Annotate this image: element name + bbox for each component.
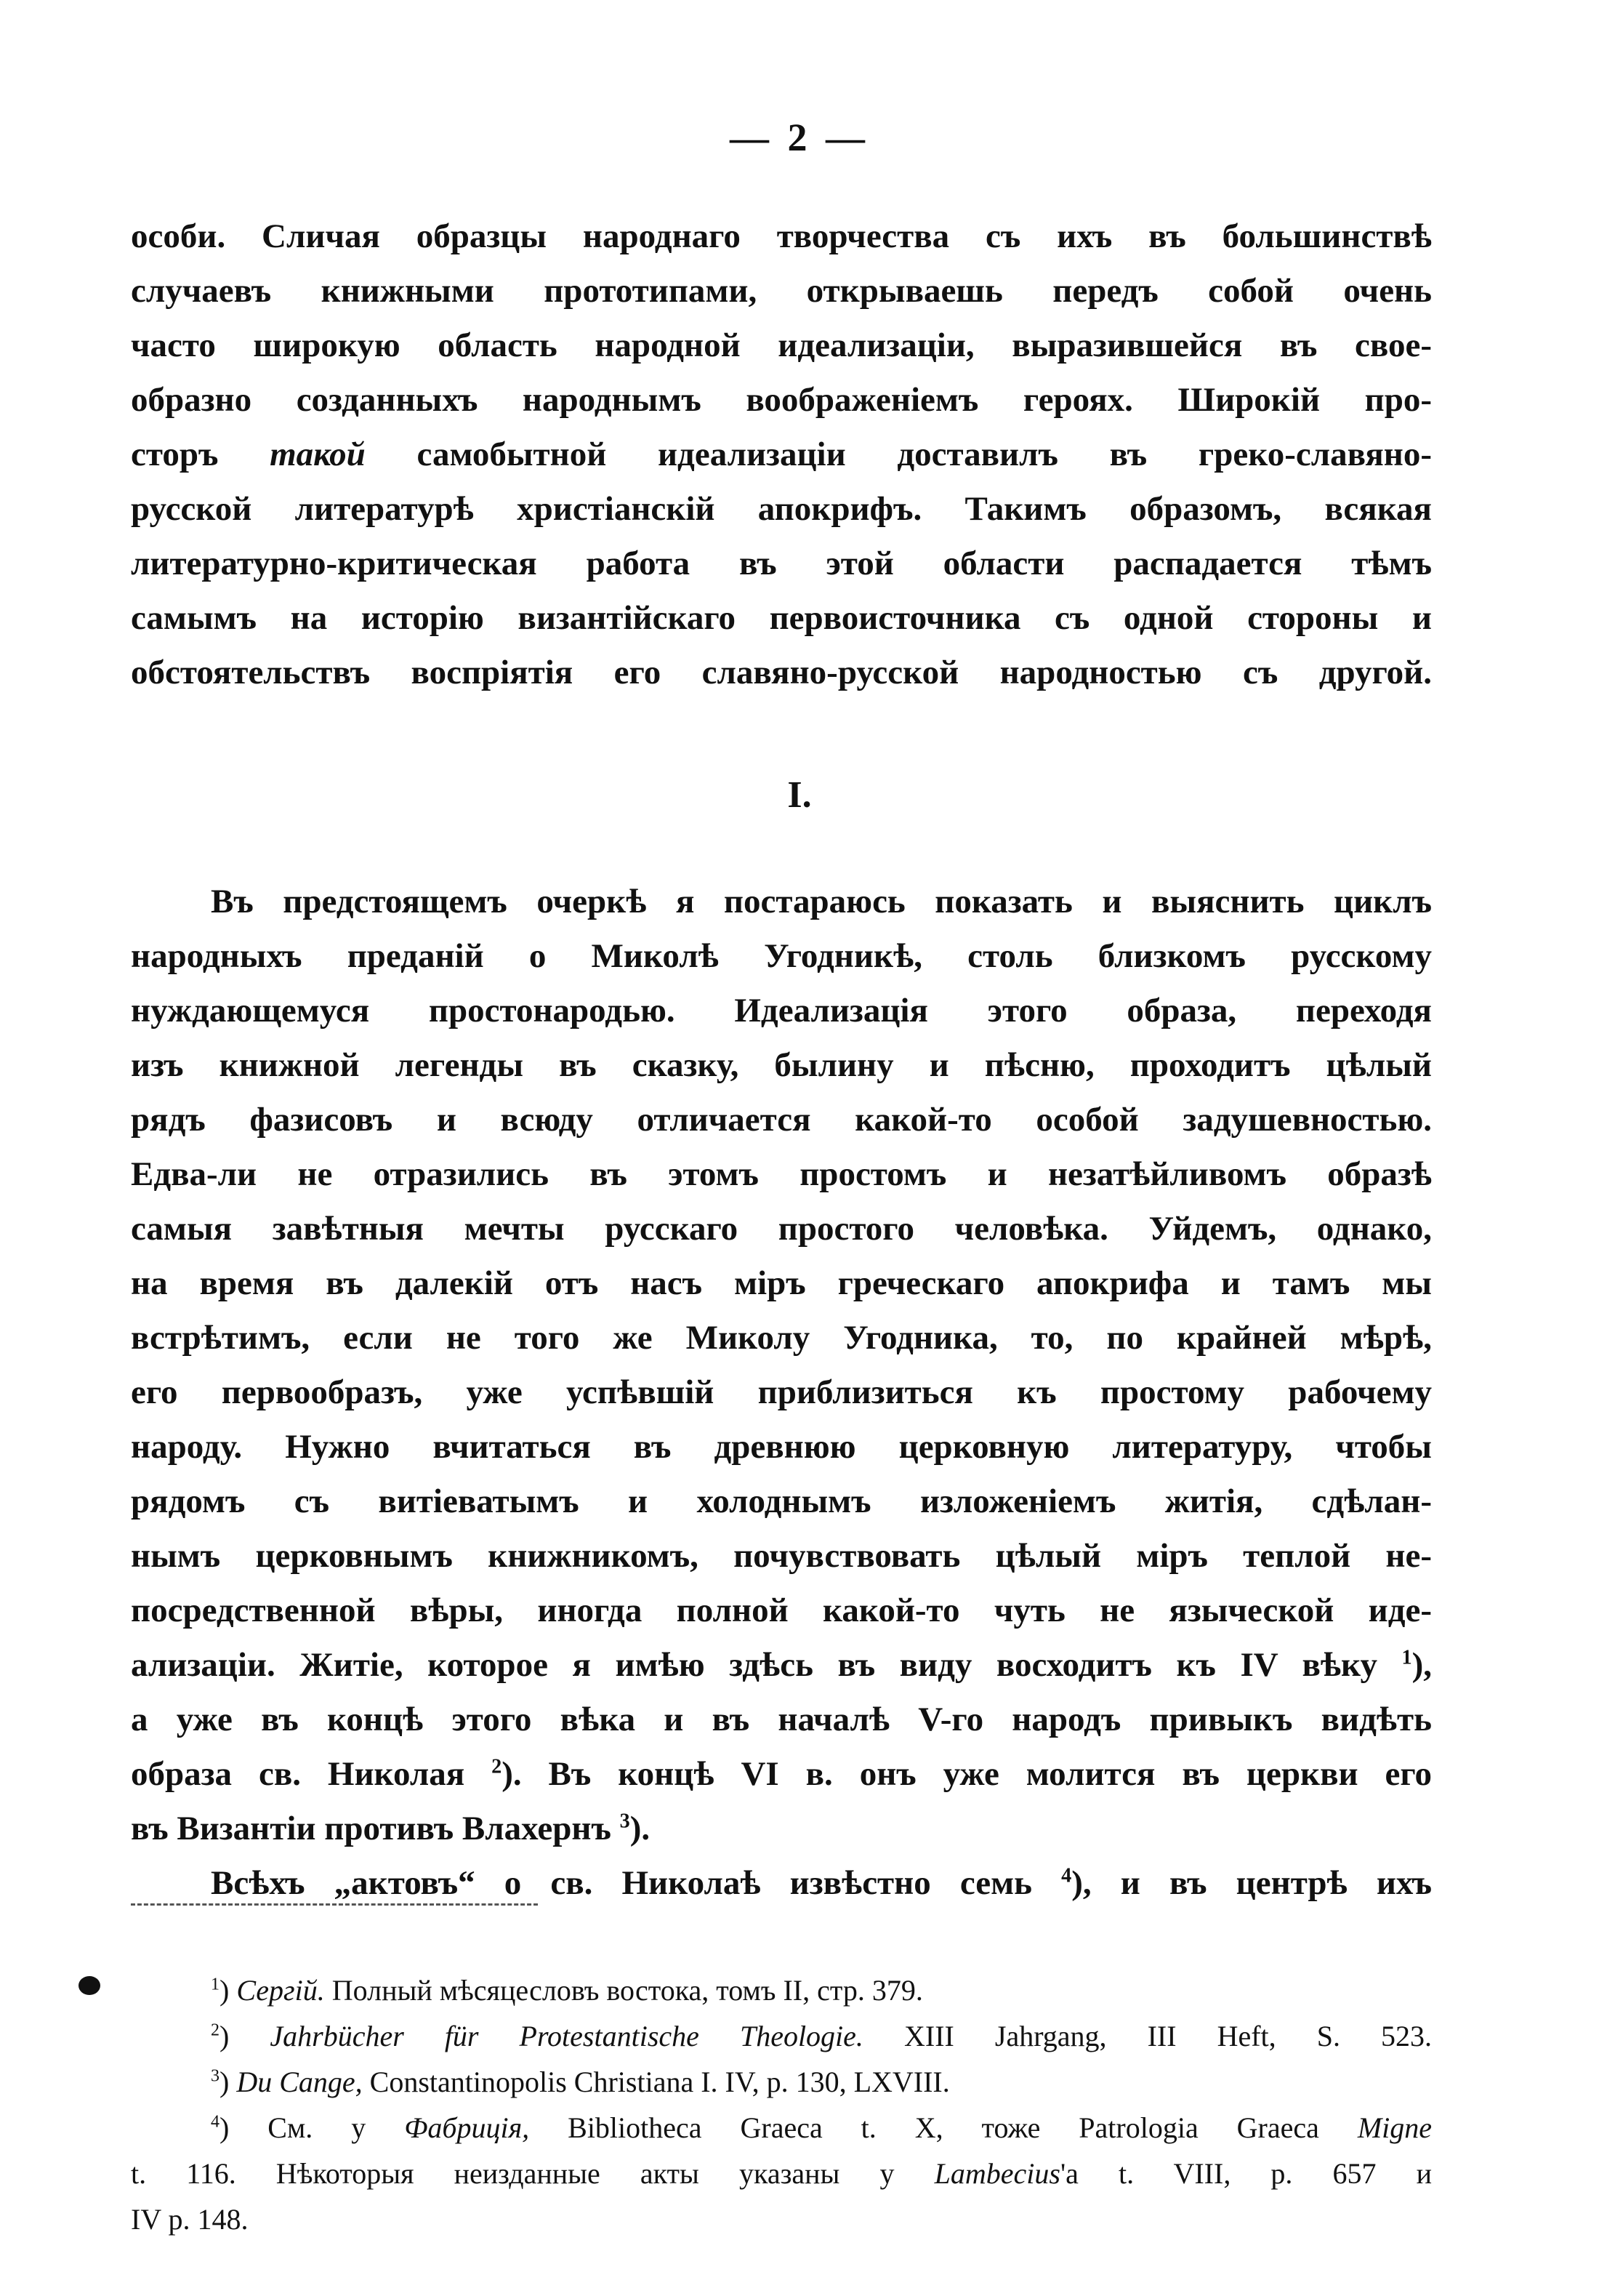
line-part: , <box>1423 1646 1432 1684</box>
footnote-text: t. 116. Нѣкоторыя неизданные акты указаны у <box>131 2157 895 2190</box>
line-part: ) <box>1411 1646 1424 1684</box>
footnote-author: Lambecius <box>934 2157 1060 2190</box>
footnote-3 <box>211 2063 950 2101</box>
text-line <box>131 1807 1432 1850</box>
line-part: Всѣхъ „актовъ“ о св. Николаѣ извѣстно семь <box>211 1864 1033 1902</box>
footnote-mark: 4 <box>211 2112 219 2132</box>
text-line: нымъ церковнымъ книжникомъ, почувствовать цѣлый міръ теплой не- <box>131 1537 1432 1575</box>
line-part: сторъ <box>131 435 270 473</box>
footnote-divider <box>131 1903 538 1906</box>
footnote-author: Du Cange, <box>236 2066 363 2098</box>
line-part: въ Византіи противъ Влахернъ <box>131 1810 611 1847</box>
text-line: часто широкую область народной идеализаціи, выразившейся въ свое- <box>131 326 1432 364</box>
text-line: литературно-критическая работа въ этой области распадается тѣмъ <box>131 545 1432 582</box>
line-part <box>895 2157 935 2190</box>
footnote-mark: 3 <box>211 2066 219 2086</box>
footnote-mark: 1 <box>211 1975 219 1994</box>
footnote-ref: 2 <box>491 1755 502 1778</box>
text-line: самымъ на исторію византійскаго первоисточника съ одной стороны и <box>131 599 1432 637</box>
footnote-ref: 3 <box>619 1810 630 1833</box>
footnote-mark: 2 <box>211 2020 219 2040</box>
text-line <box>131 1752 1432 1796</box>
line-part: ализаціи. Житіе, которое я имѣю здѣсь въ виду восходитъ къ IV вѣку <box>131 1646 1377 1684</box>
footnote-text: Bibliotheca Graeca t. X, тоже Patrologia Graeca <box>568 2111 1319 2144</box>
line-part <box>363 2066 370 2098</box>
footnote-4-continued <box>131 2155 1432 2193</box>
footnote-text: Constantinopolis Christiana I. IV, p. 130, LXVIII. <box>369 2066 950 2098</box>
text-line: образно созданныхъ народнымъ воображеніемъ героях. Широкій про- <box>131 381 1432 419</box>
footnote-text: См. у <box>267 2111 366 2144</box>
footnote-text: XIII Jahrgang, III Heft, S. 523. <box>903 2020 1433 2052</box>
line-part: ) <box>219 2020 270 2052</box>
footnote-author: Сергій. <box>236 1974 325 2007</box>
line-part: ) <box>219 2111 268 2144</box>
footnote-4 <box>211 2109 1432 2147</box>
line-part: образа св. Николая <box>131 1755 465 1793</box>
text-line <box>211 1861 1432 1905</box>
footnote-1 <box>211 1972 923 2010</box>
footnote-ref: 4 <box>1061 1864 1072 1887</box>
text-line: обстоятельствъ воспріятія его славяно-русской народностью съ другой. <box>131 654 1432 691</box>
text-line <box>131 433 1432 476</box>
text-line: особи. Сличая образцы народнаго творчества съ ихъ въ большинствѣ <box>131 217 1432 255</box>
text-line: нуждающемуся простонародью. Идеализація этого образа, переходя <box>131 992 1432 1029</box>
text-line: народу. Нужно вчитаться въ древнюю церковную литературу, чтобы <box>131 1428 1432 1466</box>
footnote-2 <box>211 2018 1432 2055</box>
text-line: русской литературѣ христіанскій апокрифъ. Такимъ образомъ, всякая <box>131 490 1432 528</box>
text-line <box>131 1643 1432 1687</box>
ink-blot <box>78 1976 100 1995</box>
text-line: самыя завѣтныя мечты русскаго простого человѣка. Уйдемъ, однако, <box>131 1210 1432 1248</box>
italic-word: такой <box>270 435 366 473</box>
line-part: самобытной идеализаціи доставилъ въ греко-славяно- <box>365 435 1433 473</box>
footnote-4-end: IV p. 148. <box>131 2203 249 2236</box>
text-line: встрѣтимъ, если не того же Миколу Угодника, то, по крайней мѣрѣ, <box>131 1319 1432 1357</box>
line-part <box>1377 1646 1402 1684</box>
text-line: народныхъ преданій о Миколѣ Угодникѣ, столь близкомъ русскому <box>131 937 1432 975</box>
footnote-ref: 1 <box>1401 1646 1412 1669</box>
line-part: ). Въ концѣ VI в. онъ уже молится въ церкви его <box>502 1755 1433 1793</box>
line-part <box>464 1755 491 1793</box>
section-heading: I. <box>787 774 812 816</box>
footnote-text: Полный мѣсяцесловъ востока, томъ II, стр. 379. <box>331 1974 923 2007</box>
line-part: ) <box>219 2066 237 2098</box>
line-part <box>1032 1864 1061 1902</box>
text-line: рядомъ съ витіеватымъ и холоднымъ изложеніемъ житія, сдѣлан- <box>131 1482 1432 1520</box>
line-part <box>611 1810 620 1847</box>
text-line: случаевъ книжными прототипами, открываешь передъ собой очень <box>131 272 1432 310</box>
line-part <box>1319 2111 1358 2144</box>
line-part <box>863 2020 904 2052</box>
footnote-text: 'a t. VIII, p. 657 и <box>1060 2157 1432 2190</box>
page-number: — 2 — <box>730 116 869 159</box>
text-line: Въ предстоящемъ очеркѣ я постараюсь показать и выяснить циклъ <box>211 883 1432 920</box>
text-line: изъ книжной легенды въ сказку, былину и пѣсню, проходитъ цѣлый <box>131 1046 1432 1084</box>
text-line: его первообразъ, уже успѣвшій приблизиться къ простому рабочему <box>131 1373 1432 1411</box>
text-line: Едва-ли не отразились въ этомъ простомъ и незатѣйливомъ образѣ <box>131 1155 1432 1193</box>
footnote-title: Jahrbücher für Protestantische Theologie. <box>270 2020 863 2052</box>
line-part: ) <box>219 1974 237 2007</box>
text-line: а уже въ концѣ этого вѣка и въ началѣ V-го народъ привыкъ видѣть <box>131 1701 1432 1738</box>
footnote-author: Migne <box>1357 2111 1433 2144</box>
text-line: на время въ далекій отъ насъ міръ греческаго апокрифа и тамъ мы <box>131 1264 1432 1302</box>
text-line: рядъ фазисовъ и всюду отличается какой-то особой задушевностью. <box>131 1101 1432 1139</box>
line-part <box>366 2111 404 2144</box>
line-part <box>529 2111 568 2144</box>
footnote-author: Фабриція, <box>404 2111 530 2144</box>
line-part: ). <box>629 1810 651 1847</box>
text-line: посредственной вѣры, иногда полной какой-то чуть не языческой иде- <box>131 1591 1432 1629</box>
line-part <box>325 1974 332 2007</box>
line-part: ), и въ центрѣ ихъ <box>1071 1864 1433 1902</box>
